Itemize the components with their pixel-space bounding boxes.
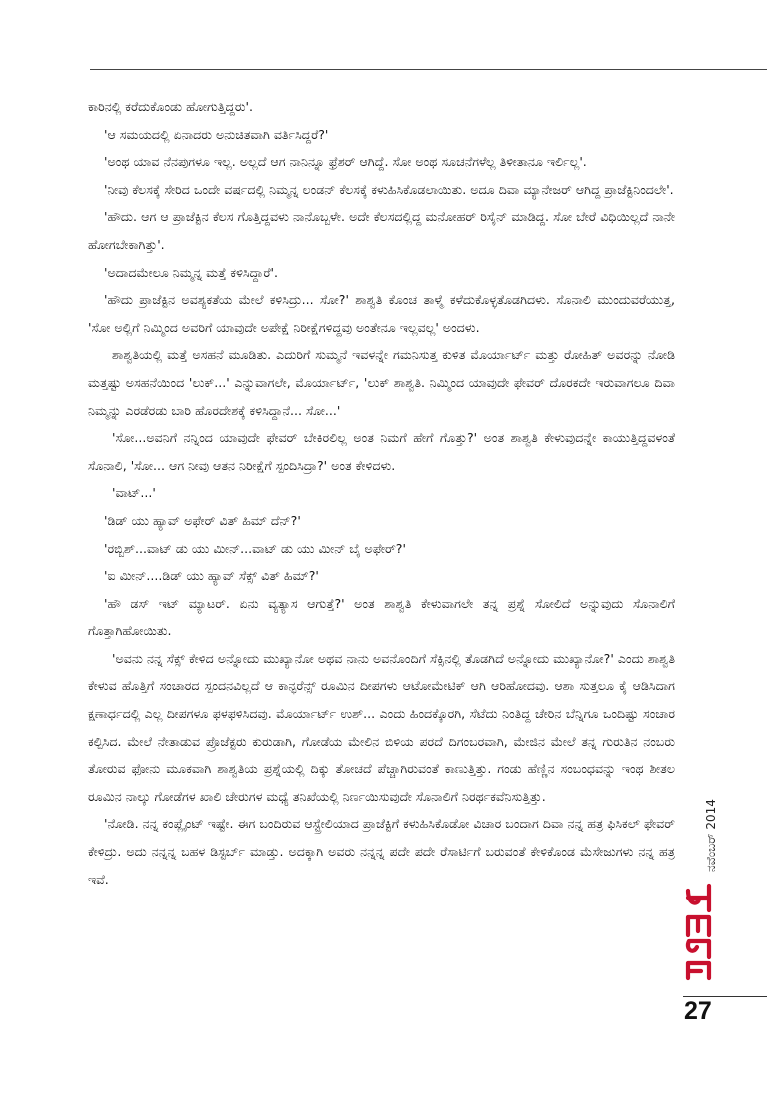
article-paragraph: 'ಅದಾದಮೇಲೂ ನಿಮ್ಮನ್ನ ಮತ್ತೆ ಕಳಿಸಿದ್ದಾರೆ'. (104, 264, 278, 280)
article-paragraph: 'ಡಿಡ್ ಯು ಹ್ಯಾವ್ ಅಫೇರ್ ವಿತ್ ಹಿಮ್ ದೆನ್?' (104, 512, 301, 528)
article-paragraph: 'ಹೌದು ಪ್ರಾಜೆಕ್ಟಿನ ಅವಶ್ಯಕತೆಯ ಮೇಲೆ ಕಳಿಸಿದ್ರು... ಸೋ?' ಶಾಶ್ವತಿ ಕೊಂಚ ತಾಳ್ಮೆ ಕಳೆದುಕೊಳ್ಳತೊಡಗಿದಳು. ಸೊನಾಲಿ ಮುಂದುವರೆಯುತ್ತ, 'ಸೋ ಅಲ್ಲಿಗೆ ನಿಮ್ಮಿಂದ ಅವರಿಗೆ ಯಾವುದೇ ಅಪೇಕ್ಷೆ ನಿರೀಕ್ಷೆಗಳಿದ್ದವು ಅಂತೇನೂ ಇಲ್ಲವಲ್ಲ' ಅಂದಳು. (88, 292, 675, 335)
header-divider (90, 69, 767, 70)
article-paragraph: 'ನೋಡಿ. ನನ್ನ ಕಂಪ್ಲೈಂಟ್ ಇಷ್ಟೇ. ಈಗ ಬಂದಿರುವ ಆಸ್ಟ್ರೇಲಿಯಾದ ಪ್ರಾಜೆಕ್ಟಿಗೆ ಕಳುಹಿಸಿಕೊಡೋ ವಿಚಾರ ಬಂದಾಗ ದಿವಾ ನನ್ನ ಹತ್ರ ಫಿಸಿಕಲ್ ಫೇವರ್ ಕೇಳಿದ್ರು. ಅದು ನನ್ನನ್ನ ಬಹಳ ಡಿಸ್ಟರ್ಬ್ ಮಾಡ್ತು. ಅದಕ್ಕಾಗಿ ಅವರು ನನ್ನನ್ನ ಪದೇ ಪದೇ ರೆಸಾರ್ಟಿಗೆ ಬರುವಂತೆ ಕೇಳಿಕೊಂಡ ಮೆಸೇಜುಗಳು ನನ್ನ ಹತ್ರ ಇವೆ. (88, 816, 675, 887)
article-paragraph: 'ನೀವು ಕೆಲಸಕ್ಕೆ ಸೇರಿದ ಒಂದೇ ವರ್ಷದಲ್ಲಿ ನಿಮ್ಮನ್ನ ಲಂಡನ್ ಕೆಲಸಕ್ಕೆ ಕಳುಹಿಸಿಕೊಡಲಾಯಿತು. ಅದೂ ದಿವಾ ಮ್ಯಾನೇಜರ್ ಆಗಿದ್ದ ಪ್ರಾಜೆಕ್ಟಿನಿಂದಲೇ'. (104, 181, 674, 197)
article-paragraph: 'ಹೌ ಡಸ್ ಇಟ್ ಮ್ಯಾಟರ್. ಏನು ವ್ಯತ್ಯಾಸ ಆಗುತ್ತೆ?' ಅಂತ ಶಾಶ್ವತಿ ಕೇಳುವಾಗಲೇ ತನ್ನ ಪ್ರಶ್ನೆ ಸೋಲಿದೆ ಅನ್ನುವುದು ಸೊನಾಲಿಗೆ ಗೊತ್ತಾಗಿಹೋಯಿತು. (88, 595, 675, 639)
article-paragraph: 'ವಾಟ್...' (112, 485, 156, 501)
issue-date: ನವೆಂಬರ್ 2014 (704, 799, 718, 872)
article-paragraph: ಕಾರಿನಲ್ಲಿ ಕರೆದುಕೊಂಡು ಹೋಗುತ್ತಿದ್ದರು'. (88, 99, 253, 114)
article-paragraph: 'ರಬ್ಬಿಶ್...ವಾಟ್ ಡು ಯು ಮೀನ್...ವಾಟ್ ಡು ಯು ಮೀನ್ ಬೈ ಅಫೇರ್?' (104, 540, 406, 556)
article-paragraph: ಶಾಶ್ವತಿಯಲ್ಲಿ ಮತ್ತೆ ಅಸಹನೆ ಮೂಡಿತು. ಎದುರಿಗೆ ಸುಮ್ಮನೆ ಇವಳನ್ನೇ ಗಮನಿಸುತ್ತ ಕುಳಿತ ಮೊರ್ಯಾರ್ಟ್ ಮತ್ತು ರೋಹಿತ್ ಅವರನ್ನು ನೋಡಿ ಮತ್ತಷ್ಟು ಅಸಹನೆಯಿಂದ 'ಲುಕ್...' ಎನ್ನುವಾಗಲೇ, ಮೊರ್ಯಾರ್ಟ್, 'ಲುಕ್ ಶಾಶ್ವತಿ. ನಿಮ್ಮಿಂದ ಯಾವುದೇ ಫೇವರ್ ದೊರಕದೇ ಇರುವಾಗಲೂ ದಿವಾ ನಿಮ್ಮನ್ನು ಎರಡೆರಡು ಬಾರಿ ಹೊರದೇಶಕ್ಕೆ ಕಳಿಸಿದ್ದಾನೆ... ಸೋ...' (88, 347, 675, 418)
article-paragraph: 'ಹೌದು. ಆಗ ಆ ಪ್ರಾಜೆಕ್ಟಿನ ಕೆಲಸ ಗೊತ್ತಿದ್ದವಳು ನಾನೊಬ್ಬಳೇ. ಅದೇ ಕೆಲಸದಲ್ಲಿದ್ದ ಮನೋಹರ್ ರಿಸೈನ್ ಮಾಡಿದ್ದ. ಸೋ ಬೇರೆ ವಿಧಿಯಿಲ್ಲದೆ ನಾನೇ ಹೋಗಬೇಕಾಗಿತ್ತು'. (88, 209, 675, 252)
article-paragraph: 'ಆ ಸಮಯದಲ್ಲಿ ಏನಾದರು ಅನುಚಿತವಾಗಿ ವರ್ತಿಸಿದ್ದರೆ?' (104, 126, 329, 142)
article-paragraph: 'ಅಂಥ ಯಾವ ನೆನಪುಗಳೂ ಇಲ್ಲ. ಅಲ್ಲದೆ ಆಗ ನಾನಿನ್ನೂ ಫ್ರೆಶರ್ ಆಗಿದ್ದೆ. ಸೋ ಅಂಥ ಸೂಚನೆಗಳೆಲ್ಲ ತಿಳೀತಾನೂ ಇರ್ಲಿಲ್ಲ'. (104, 154, 587, 170)
article-paragraph: 'ಅವನು ನನ್ನ ಸೆಕ್ಸ್ ಕೇಳಿದ ಅನ್ನೋದು ಮುಖ್ಯಾನೋ ಅಥವ ನಾನು ಅವನೊಂದಿಗೆ ಸೆಕ್ಸಿನಲ್ಲಿ ತೊಡಗಿದೆ ಅನ್ನೋದು ಮುಖ್ಯಾನೋ?' ಎಂದು ಶಾಶ್ವತಿ ಕೇಳುವ ಹೊತ್ತಿಗೆ ಸಂಚಾರದ ಸ್ಪಂದನವಿಲ್ಲದೆ ಆ ಕಾನ್ಫರೆನ್ಸ್ ರೂಮಿನ ದೀಪಗಳು ಆಟೋಮೇಟಿಕ್ ಆಗಿ ಆರಿಹೋದವು. ಆಶಾ ಸುತ್ತಲೂ ಕೈ ಆಡಿಸಿದಾಗ ಕ್ಷಣಾರ್ಧದಲ್ಲಿ ಎಲ್ಲ ದೀಪಗಳೂ ಫಳಫಳಿಸಿದವು. ಮೊರ್ಯಾರ್ಟ್ ಉಶ್... ಎಂದು ಹಿಂದಕ್ಕೊರಗಿ, ಸೆಟೆದು ನಿಂತಿದ್ದ ಚೇರಿನ ಬೆನ್ನಿಗೂ ಒಂದಿಷ್ಟು ಸಂಚಾರ ಕಲ್ಪಿಸಿದ. ಮೇಲೆ ನೇತಾಡುವ ಪ್ರೊಜೆಕ್ಟರು ಕುರುಡಾಗಿ, ಗೋಡೆಯ ಮೇಲಿನ ಬಿಳಿಯ ಪರದೆ ದಿಗಂಬರವಾಗಿ, ಮೇಜಿನ ಮೇಲೆ ತನ್ನ ಗುರುತಿನ ನಂಬರು ತೋರುವ ಫೋನು ಮೂಕವಾಗಿ ಶಾಶ್ವತಿಯ ಪ್ರಶ್ನೆಯಲ್ಲಿ ದಿಕ್ಕು ತೋಚದೆ ಪೆಚ್ಚಾಗಿರುವಂತೆ ಕಾಣುತ್ತಿತ್ತು. ಗಂಡು ಹೆಣ್ಣಿನ ಸಂಬಂಧವನ್ನು ಇಂಥ ಶೀತಲ ರೂಮಿನ ನಾಲ್ಕು ಗೋಡೆಗಳ ಖಾಲಿ ಚೇರುಗಳ ಮಧ್ಯೆ ತನಿಖೆಯಲ್ಲಿ ನಿರ್ಣಯಿಸುವುದೇ ಸೊನಾಲಿಗೆ ನಿರರ್ಥಕವೆನಿಸುತ್ತಿತ್ತು. (88, 650, 675, 804)
article-paragraph: 'ಐ ಮೀನ್....ಡಿಡ್ ಯು ಹ್ಯಾವ್ ಸೆಕ್ಸ್ ವಿತ್ ಹಿಮ್?' (104, 568, 319, 584)
mayura-logo-icon (683, 883, 713, 981)
page-number: 27 (684, 997, 712, 1025)
article-paragraph: 'ಸೋ...ಅವನಿಗೆ ನನ್ನಿಂದ ಯಾವುದೇ ಫೇವರ್ ಬೇಕಿರಲಿಲ್ಲ ಅಂತ ನಿಮಗೆ ಹೇಗೆ ಗೊತ್ತು?' ಅಂತ ಶಾಶ್ವತಿ ಕೇಳುವುದನ್ನೇ ಕಾಯುತ್ತಿದ್ದವಳಂತೆ ಸೊನಾಲಿ, 'ಸೋ... ಆಗ ನೀವು ಆತನ ನಿರೀಕ್ಷೆಗೆ ಸ್ಪಂದಿಸಿದ್ರಾ?' ಅಂತ ಕೇಳಿದಳು. (88, 430, 675, 473)
article-body (88, 93, 675, 893)
